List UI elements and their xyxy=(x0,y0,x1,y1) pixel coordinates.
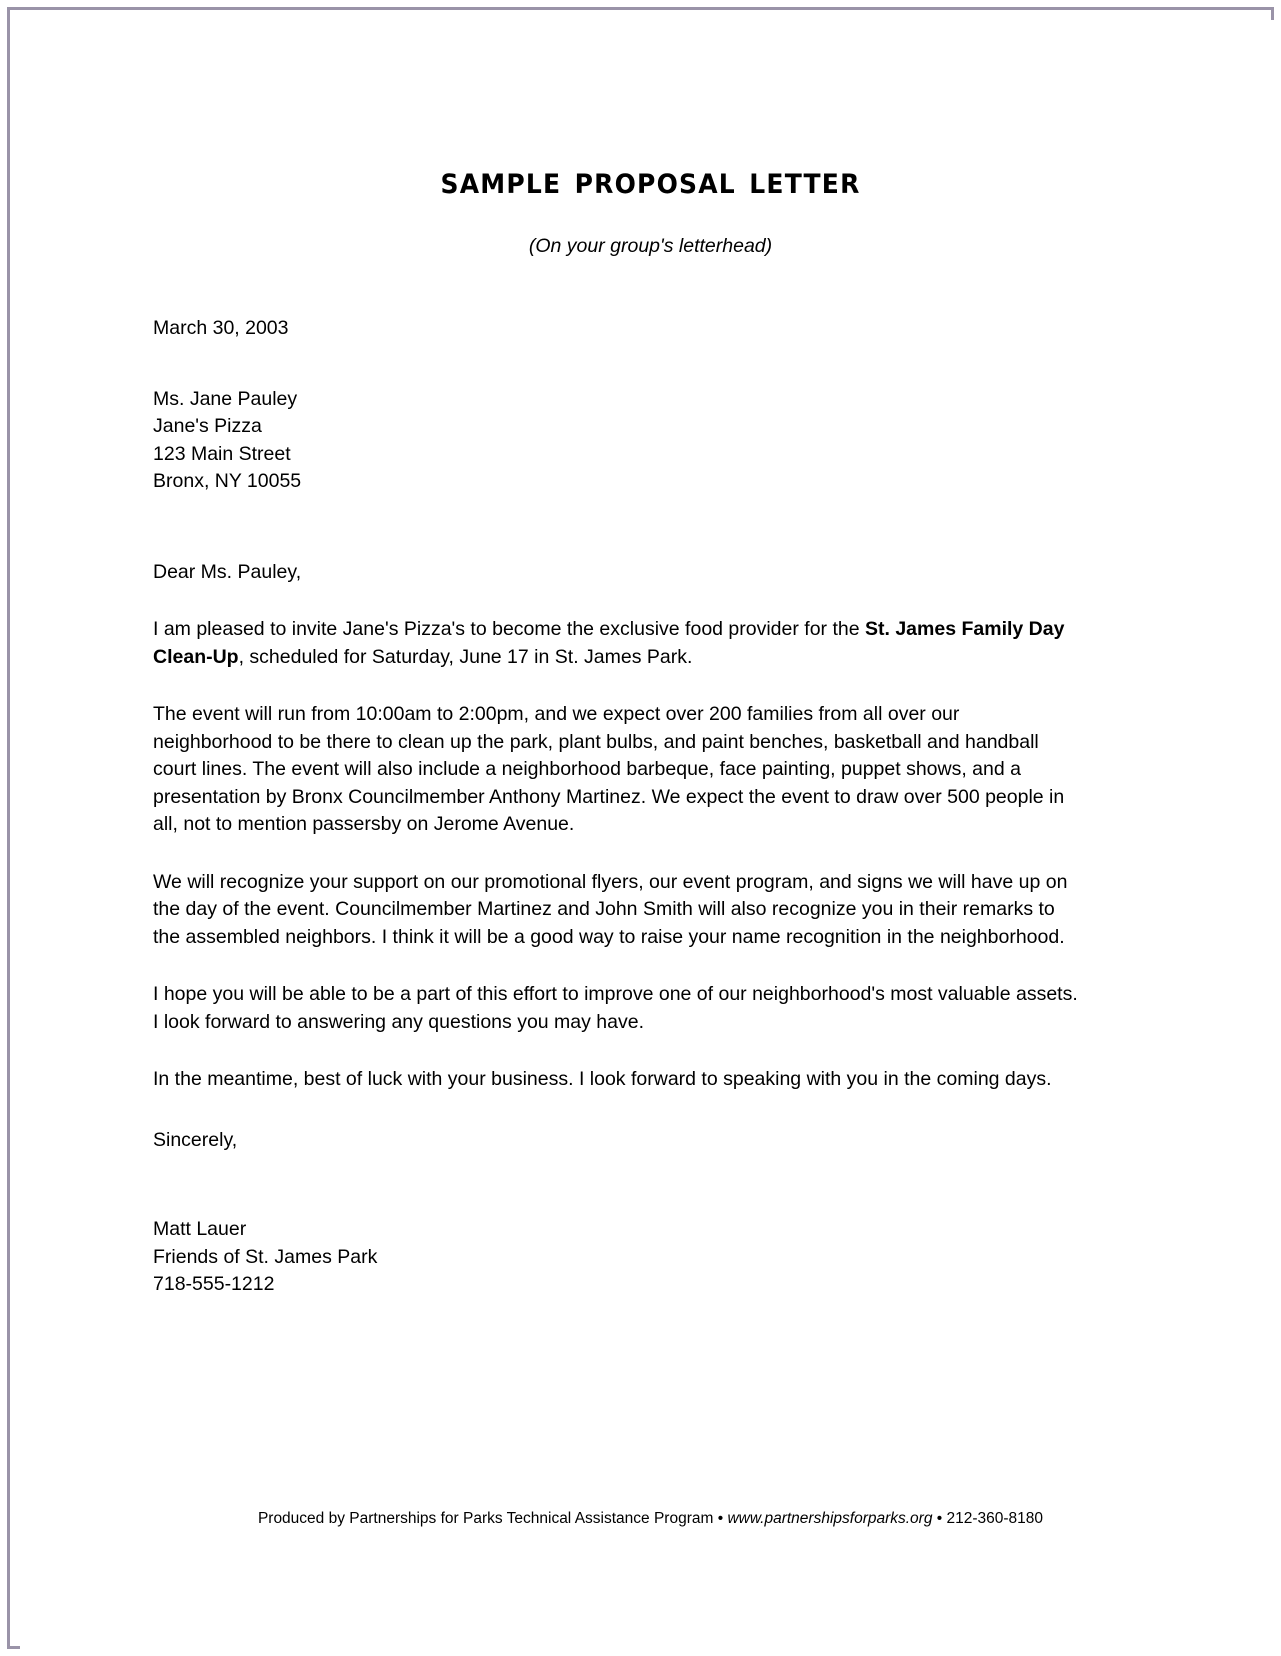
footer-prefix-text: Produced by Partnerships for Parks Technical Assistance Program • xyxy=(257,1510,728,1527)
page-content-area xyxy=(20,20,1281,1656)
letter-paragraph-5: In the meantime, best of luck with your business. I look forward to speaking with you in the coming days. xyxy=(153,1068,1052,1090)
letter-paragraph-2: The event will run from 10:00am to 2:00pm, and we expect over 200 families from all over our neighborhood to be there to clean up the park, plant bulbs, and paint benches, basketball and handball court lines. The event will also include a neighborhood barbeque, face painting, puppet shows, and a presentation by Bronx Councilmember Anthony Martinez. We expect the event to draw over 500 people in all, not to mention passersby on Jerome Avenue. xyxy=(153,703,1065,835)
signature-block xyxy=(153,1216,1083,1299)
letter-paragraph-4: I hope you will be able to be a part of this effort to improve one of our neighborhood's most valuable assets. I look forward to answering any questions you may have. xyxy=(153,983,1078,1033)
letter-closing: Sincerely, xyxy=(153,1128,238,1151)
paragraph-1-text-before-bold: I am pleased to invite Jane's Pizza's to become the exclusive food provider for the xyxy=(153,618,865,640)
paragraph-1-text-after-bold: , scheduled for Saturday, June 17 in St. James Park. xyxy=(238,645,693,668)
signer-phone: 718-555-1212 xyxy=(153,1273,275,1295)
footer-website: www.partnershipsforparks.org xyxy=(727,1510,933,1527)
letter-paragraph-3: We will recognize your support on our promotional flyers, our event program, and signs we will have up on the day of the event. Councilmember Martinez and John Smith will also recognize you in their remarks to the assembled neighbors. I think it will be a good way to raise your name recognition in the neighborhood. xyxy=(153,870,1068,948)
recipient-company: Jane's Pizza xyxy=(153,415,262,437)
recipient-name: Ms. Jane Pauley xyxy=(153,387,298,410)
recipient-street: 123 Main Street xyxy=(153,442,291,465)
page-border-frame xyxy=(7,7,1274,1649)
letter-salutation: Dear Ms. Pauley, xyxy=(153,560,302,583)
signer-name: Matt Lauer xyxy=(153,1218,247,1240)
letter-date: March 30, 2003 xyxy=(153,317,289,339)
page-footer xyxy=(20,1510,1281,1528)
footer-phone: • 212-360-8180 xyxy=(932,1510,1044,1527)
letter-paragraph-1 xyxy=(153,616,1083,671)
letter-body xyxy=(153,315,1083,1299)
recipient-address-block xyxy=(153,386,1083,496)
page-subtitle: (On your group's letterhead) xyxy=(528,235,773,257)
event-name-bold: St. James Family Day Clean-Up xyxy=(153,618,1065,668)
signer-organization: Friends of St. James Park xyxy=(153,1245,378,1268)
recipient-city-state-zip: Bronx, NY 10055 xyxy=(153,470,302,492)
page-title: sample proposal letter xyxy=(440,160,861,203)
